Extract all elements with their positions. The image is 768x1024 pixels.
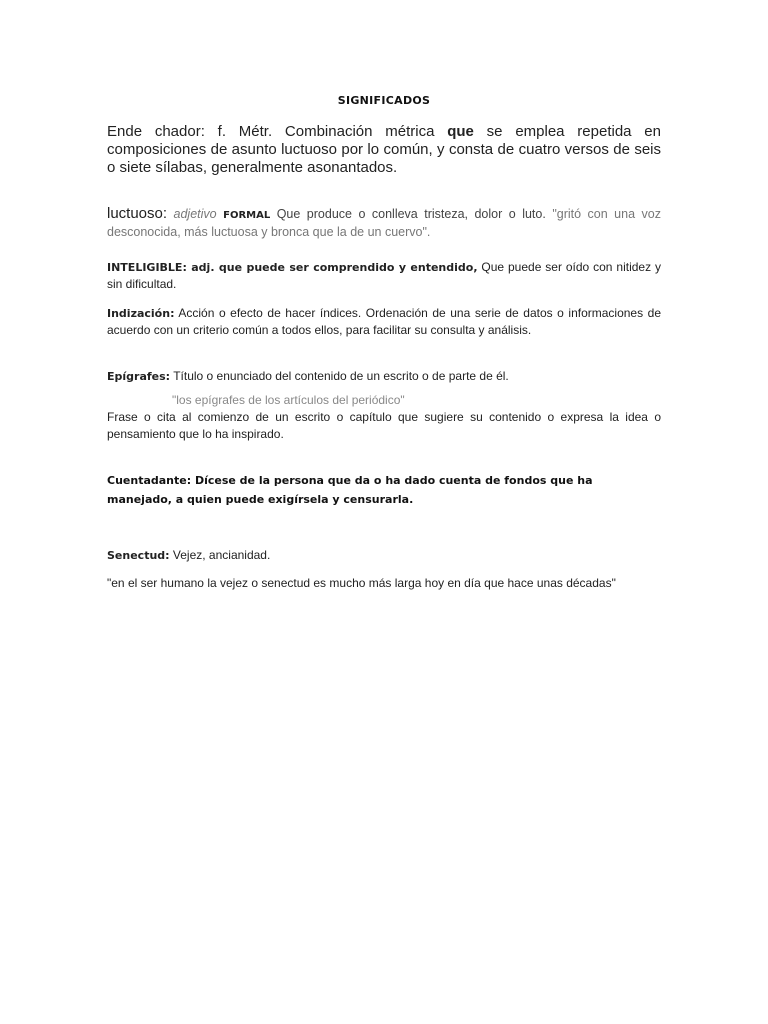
definition-luctuoso: [107, 206, 661, 240]
term-senectud: Senectud:: [107, 549, 170, 562]
definition-text-b: se emplea repetida en composiciones de asunto luctuoso por lo común, y consta de cuatro versos de seis o siete sílabas, generalmente asonantados.: [107, 123, 661, 176]
term-epigrafes: Epígrafes:: [107, 370, 171, 383]
definition-text-a: Ende chador: f. Métr. Combinación métrica: [107, 123, 448, 140]
definition-senectud-text: Vejez, ancianidad.: [172, 548, 271, 562]
example-luctuoso: "gritó con una voz desconocida, más luctuosa y bronca que la de un cuervo".: [107, 207, 661, 239]
example-epigrafes: "los epígrafes de los artículos del periódico": [172, 393, 405, 407]
definition-inteligible-text: Que puede ser oído con nitidez y sin dificultad.: [107, 260, 661, 291]
definition-epigrafes-extra: [107, 392, 661, 443]
register-label: FORMAL: [223, 210, 271, 221]
term-inteligible: INTELIGIBLE: adj. que puede ser comprendido y entendido,: [107, 261, 478, 274]
definition-epigrafes: [107, 368, 661, 385]
definition-cuentadante: Cuentadante: Dícese de la persona que da o ha dado cuenta de fondos que ha manejado, a quien puede exigírsela y censurarla.: [107, 474, 593, 506]
definition-epigrafes-text: Título o enunciado del contenido de un escrito o de parte de él.: [173, 369, 509, 383]
definition-indizacion-text: Acción o efecto de hacer índices. Ordenación de una serie de datos o informaciones de acuerdo con un criterio común a todos ellos, para facilitar su consulta y análisis.: [107, 306, 662, 337]
definition-epigrafes-text-2: Frase o cita al comienzo de un escrito o capítulo que sugiere su contenido o expresa la idea o pensamiento que lo ha inspirado.: [107, 410, 661, 441]
term-luctuoso: luctuoso:: [107, 205, 168, 222]
example-senectud: "en el ser humano la vejez o senectud es mucho más larga hoy en día que hace unas décadas": [107, 576, 616, 590]
definition-senectud: [107, 547, 661, 564]
word-class: adjetivo: [173, 207, 217, 221]
definition-endechador: [107, 123, 661, 177]
term-indizacion: Indización:: [107, 307, 175, 320]
document-title: SIGNIFICADOS: [337, 94, 431, 107]
definition-indizacion: [107, 305, 661, 339]
definition-luctuoso-text: Que produce o conlleva tristeza, dolor o luto.: [276, 207, 546, 221]
definition-bold-word: que: [447, 123, 474, 140]
definition-inteligible: [107, 259, 661, 293]
